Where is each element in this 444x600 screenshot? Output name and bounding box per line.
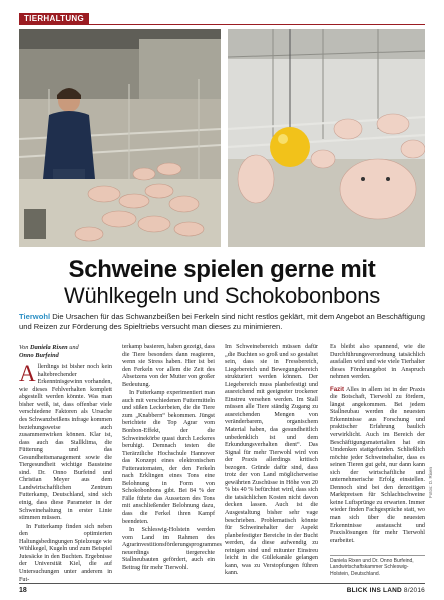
- photo-piglets-with-ball-image: [228, 29, 425, 247]
- lead-paragraph: [19, 312, 425, 333]
- byline-author-2: Onno Burfeind: [19, 351, 59, 359]
- article-paragraph: In Futterkamp finden sich neben den optimierten Haltungsbedingungen Spielzeuge wie Wühlkegel, Kugeln und zum Beispiel Jutesäcke in den Buchten. Ergebnisse der Universität Kiel, die auf Untersuchungen unter anderem in Fut-: [19, 523, 112, 583]
- lead-kicker: Tierwohl: [19, 312, 51, 321]
- fazit-paragraph: [330, 386, 425, 545]
- section-rule: [19, 24, 425, 25]
- magazine-name: BLICK INS LAND: [346, 587, 402, 594]
- magazine-issue: [347, 587, 425, 594]
- page-number: 18: [19, 587, 27, 594]
- photo-credit: Fotos: D. Rixen: [428, 466, 433, 498]
- fazit-label: Fazit: [330, 385, 344, 393]
- article-paragraph: In Futterkamp experimentiert man auch mit verschiedenen Futtermitteln und süßen Leckerbeien, die die Tiere zum „Knabbern“ bekommen. Jüngst berichtete die Top Agrar vom Bonbon-Effekt, der die Schweinekörbe quasi durch Leckeres beruhigt. Demnach testen die Tierärztliche Hochschule Hannover das Konzept eines elektronischen Futterautomaten, der den Ferkeln nach Erklingen eines Tons eine Belohnung in Form von Schokobonbons gibt. Bei 84 % der Fälle führte das Aussetzen des Tons mit anschließender Belohnung dazu, dass die Ferkel ihren Kampf beendeten.: [122, 390, 215, 525]
- article-paragraph: Im Schweinebereich müssen dafür „die Buchten so groß und so gestaltet sein, dass sie in Fressbereich, Liegebereich und Bewegungsbereich strukturiert werden können. Der Liegebereich muss planbefestigt und ausreichend mit geeigneter trockener Einstreu versehen werden. Im Stall müssen alle Tiere ständig Zugang zu ausreichenden Mengen von veränderbarem, organischem Material haben, das gesundheitlich unbedenklich ist und dem Erkundungsverhalten dient“. Das Signal für mehr Tierwohl wird von der Praxis allerdings kritisch bezogen. Gründe dafür sind, dass trotz der von Land möglicherweise gewährten Zuschüsse in Höhe von 20 % bis 40 % befürchtet wird, dass sich die tatsächlichen Kosten nicht davon decken lassen. Auch ist die Ausgestaltung bisher sehr vage beschrieben. Problematisch könnte für Schweinehalter der Aspekt planbefestigter Bereiche in der Bucht werden, da diese aufwendig zu reinigen sind und mitunter Einstreu leicht in die Güllekanäle gelangen kann, was zu Verstopfungen führen kann.: [225, 344, 318, 577]
- headline-line-1: Schweine spielen gerne mit: [68, 256, 376, 283]
- article-paragraph: [19, 361, 112, 522]
- article-paragraph: In Schleswig-Holstein werden vom Land im Rahmen des Agrarinvestitionsförderungsprogrammes neuerdings tiergerechte Stallneubauten gefördert, auch ein Beitrag für mehr Tierwohl.: [122, 527, 222, 571]
- article-column-3: [225, 344, 318, 579]
- author-info: Daniela Rixen und Dr. Onno Burfeind, Landwirtschaftskammer Schleswig-Holstein, Deutschland.: [330, 555, 425, 577]
- issue-number: 8/2016: [401, 587, 425, 594]
- byline: [19, 344, 112, 359]
- article-column-4: [330, 344, 425, 546]
- fazit-text: Alles in allem ist in der Praxis die Botschaft, Tierwohl zu fördern, längst angekommen. Bei jedem Stallneubau werden die neuesten Erkenntnisse aus Forschung und praktischer Erfahrung baulich verwirklicht. Auch im Bereich der Beschäftigungsmaterialien hat ein Umdenken stattgefunden. Schließlich möchte jeder Schweinehalter, dass es seinen Tieren gut geht, nur dann kann sich der wirtschaftliche und unternehmerische Erfolg einstellen. Dennoch sind bei den derzeitigen Marktpreisen für Schlachtschweine keine Luftsprünge zu erwarten. Immer wieder finden Fachgespräche statt, wo man sich über die neuesten Erkenntnisse austauscht und Praxislösungen für mehr Tierwohl erarbeitet.: [330, 386, 425, 544]
- drop-cap: A: [19, 361, 36, 387]
- paragraph-text: llerdings ist bisher noch kein haltebrechender Erkenntnisgewinn vorhanden, wie dieses Fehlverhalten komplett abgestellt werden könnte. Was man bisher weiß, ist, dass offenbar viele verschiedene Faktoren als Ursache des Schwanzbeißens infrage kommen beziehungsweise auch zusammenwirken können. Klar ist, dass auch das Stallklima, die Fütterung und das Gesundheitsmanagement sowie die Tiergesundheit wichtige Bausteine sind. Dr. Onno Burfeind und Christian Meyer aus dem Landwirtschaftlichen Zentrum Futterkamp, Deutschland, sind sich einig, dass diese Parameter in der Schweinehaltung in erster Linie stimmen müssen.: [19, 364, 112, 522]
- section-header: [19, 13, 425, 25]
- photo-farmer-with-piglets-image: [19, 29, 221, 247]
- article-paragraph: terkamp basieren, haben gezeigt, dass die Tiere besonders dann reagieren, wenn sie Stress haben. Hier ist bei den Ferkeln vor allem die Zeit des Absetzens von der Mutter von großer Bedeutung.: [122, 344, 215, 388]
- photo-piglets-with-ball: [228, 29, 425, 247]
- headline-line-2: Wühlkegeln und Schokobonbons: [63, 283, 381, 308]
- article-column-2: [122, 344, 222, 573]
- lead-text: Die Ursachen für das Schwanzbeißen bei Ferkeln sind nicht restlos geklärt, mit dem Angebot an Beschäftigung und Reizen zur Förderung des Spieltriebs versucht man dieses zu minimieren.: [19, 312, 425, 332]
- article-paragraph: Es bleibt also spannend, wie die Durchführungsverordnung tatsächlich ausfallen wird und wie viele Tierhalter dieses Förderangebot in Anspruch nehmen werden.: [330, 344, 425, 381]
- footer-rule: [19, 583, 425, 584]
- byline-author-1: Daniela Rixen: [30, 344, 68, 351]
- byline-prefix: Von: [19, 344, 31, 351]
- photo-farmer-with-piglets: [19, 29, 221, 247]
- article-column-1: [19, 344, 112, 585]
- section-tag: TIERHALTUNG: [19, 13, 89, 25]
- byline-and: und: [67, 344, 79, 351]
